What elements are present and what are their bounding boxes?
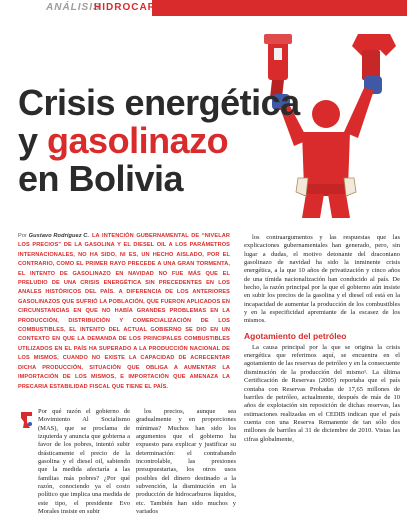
title-line-2: y gasolinazo xyxy=(18,120,229,161)
title-line-1: Crisis energética xyxy=(18,82,300,123)
body-paragraph: La causa principal por la que se origina la crisis energética que referimos aquí, se encuentra en el agotamiento de las reservas de petróleo y en la consecuente disminución de la producción del mismo¹. La última Certificación de Reservas (2005) reportaba que el país contaba con Reservas Probadas de 17,65 millones de barriles de petróleo, actualmente, después de más de 10 años de explotación sin reposición de dichas reservas, las estimaciones realizadas en el CEDIB indican que el país cuenta con una Reserva Remanente de tan sólo dos millones de barriles al 31 de diciembre de 2010. Vistas las cifras globalmente, xyxy=(244,343,400,443)
body-column-1 xyxy=(18,408,130,516)
section-heading: Agotamiento del petróleo xyxy=(244,330,347,341)
byline: Por Gustavo Rodríguez C. xyxy=(18,233,90,239)
body-paragraph: Por qué razón el gobierno de Movimiento Al Socialismo (MAS), que se proclama de izquierda y anuncia que gobierna a favor de los pobres, intentó subir drásticamente el precio de la gasolina y el diesel oil, sabiendo que la medida afectaría a las familias más pobres? ¿Por qué razón, conociendo ya el costo político que implica una medida de este tipo, el presidente Evo Morales insiste en subir xyxy=(38,408,130,516)
body-paragraph: los precios, aunque sea gradualmente y en proporciones mínimas? Muchos han sido los argumentos que el gobierno ha expuesto para explicar y justificar su determinación: el contrabando incontrolable, las presiones presupuestarias, los otros usos posibles del dinero destinado a la subvención, la disminución en la producción de hidrocarburos líquidos, etc. También han sido muchos y variados xyxy=(136,408,236,516)
section-label: ANÁLISIS xyxy=(46,2,101,13)
title-line-3: en Bolivia xyxy=(18,158,184,199)
body-paragraph: los contraargumentos y las respuestas que las explicaciones gubernamentales han generado, pero, sin lugar a dudas, el motivo detonante del draconiano gasolinazo de navidad ha sido la inminente crisis energética, a la que 10 años de privatización y cinco años de una tímida nacionalización han conducido al país. De hecho, la razón principal por la que el gobierno aún insiste en subir los precios de la gasolina y el diesel oil está en la incapacidad de aumentar la producción de los combustibles y en la especificidad apremiante de la escasez de los mismos. xyxy=(244,234,400,325)
lead-paragraph: Por Gustavo Rodríguez C. LA INTENCIÓN GUBERNAMENTAL DE “NIVELAR LOS PRECIOS” DE LA GASOLINA Y EL DIESEL OIL A LOS PARÁMETROS INTERNACIONALES, NO HA SIDO, NI ES, UN HECHO AISLADO, POR EL CONTRARIO, COMO EL PRIMER RAYO PRECEDE A UNA GRAN TORMENTA, EL INTENTO DE GASOLINAZO EN NAVIDAD NO FUE MÁS QUE EL PRELUDIO DE UNA CRISIS ENERGÉTICA SIN PRECEDENTES EN LOS ANALES HISTÓRICOS DEL PAÍS. A DIFERENCIA DE LOS ANTERIORES GASOLINAZOS QUE SUFRIÓ LA POBLACIÓN, QUE FUERON APLICADOS EN CIRCUNSTANCIAS EN QUE NO HABÍA GRANDES PROBLEMAS EN LA PRODUCCIÓN, DISTRIBUCIÓN Y COMERCIALIZACIÓN DE LOS COMBUSTIBLES, EL INTENTO DEL ACTUAL GOBIERNO SE DIO EN UN CONTEXTO EN QUE LA DEMANDA DE LOS PRINCIPALES COMBUSTIBLES UTILIZADOS EN EL PAÍS HA SUPERADO A LA PRODUCCIÓN NACIONAL DE LOS MISMOS, CUANDO NO EXISTE LA CAPACIDAD DE ACRECENTAR DICHA PRODUCCIÓN, SITUACIÓN QUE OBLIGA A AUMENTAR LA IMPORTACIÓN DE LOS MISMOS, E IMPORTACIÓN QUE AMENAZA LA PRECARIA ESTABILIDAD FISCAL QUE TIENE EL PAÍS. xyxy=(18,233,230,390)
wrench-icon xyxy=(352,34,396,80)
body-column-2 xyxy=(136,408,236,516)
subsection-label: HIDROCARBUROS xyxy=(94,2,197,13)
article-title xyxy=(18,84,318,198)
body-column-3 xyxy=(244,234,400,444)
